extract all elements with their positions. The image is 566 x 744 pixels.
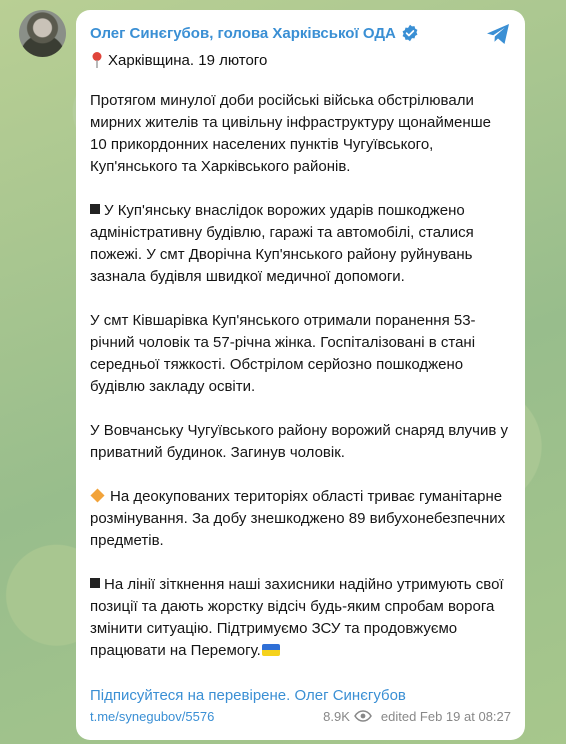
channel-name[interactable]: Олег Синєгубов, голова Харківської ОДА xyxy=(90,24,396,42)
share-icon[interactable] xyxy=(485,22,511,46)
black-square-icon xyxy=(90,578,100,588)
location-text: Харківщина. 19 лютого xyxy=(108,51,268,69)
eye-icon xyxy=(354,710,372,722)
post-link[interactable]: t.me/synegubov/5576 xyxy=(90,708,215,724)
post-paragraph-3: У смт Ківшарівка Куп'янського отримали поранення 53-річний чоловік та 57-річна жінка. Госпіталізовані в стані середньої тяжкості. Обстрілом серйозно пошкоджено будівлю закладу освіти. xyxy=(90,312,476,395)
message-header xyxy=(90,22,511,44)
message-meta xyxy=(323,709,511,724)
edited-timestamp: edited Feb 19 at 08:27 xyxy=(380,708,511,724)
orange-diamond-icon xyxy=(90,488,105,503)
channel-avatar[interactable] xyxy=(19,10,66,57)
subscribe-link[interactable]: Підписуйтеся на перевірене. Олег Синєгубов xyxy=(90,687,406,704)
post-paragraph-2: У Куп'янську внаслідок ворожих ударів пошкоджено адміністративну будівлю, гаражі та автомобілі, сталися пожежі. У смт Дворічна Куп'янського району руйнувань зазнала будівля швидкої медичної допомоги. xyxy=(90,202,474,285)
post-paragraph-1: Протягом минулої доби російські війська обстрілювали мирних жителів та цивільну інфраструктуру щонайменше 10 прикордонних населених пунктів Чугуївського, Куп'янського та Харківського районів. xyxy=(90,92,492,175)
black-square-icon xyxy=(90,204,100,214)
post-paragraph-5: На деокупованих територіях області триває гуманітарне розмінування. За добу знешкоджено 89 вибухонебезпечних предметів. xyxy=(90,488,506,549)
view-count: 8.9K xyxy=(323,708,350,724)
pin-icon xyxy=(90,51,104,69)
ukraine-flag-icon xyxy=(262,644,280,656)
verified-badge-icon xyxy=(401,24,419,42)
message-footer xyxy=(90,707,511,725)
post-paragraph-6: На лінії зіткнення наші захисники надійно утримують свої позиції та дають жорстку відсіч будь-яким спробам ворога змінити ситуацію. Підтримуємо ЗСУ та продовжуємо працювати на Перемогу. xyxy=(90,576,504,659)
post-paragraph-4: У Вовчанську Чугуївського району ворожий снаряд влучив у приватний будинок. Загинув чоловік. xyxy=(90,422,508,461)
location-line xyxy=(90,49,511,71)
message-bubble xyxy=(76,10,525,740)
